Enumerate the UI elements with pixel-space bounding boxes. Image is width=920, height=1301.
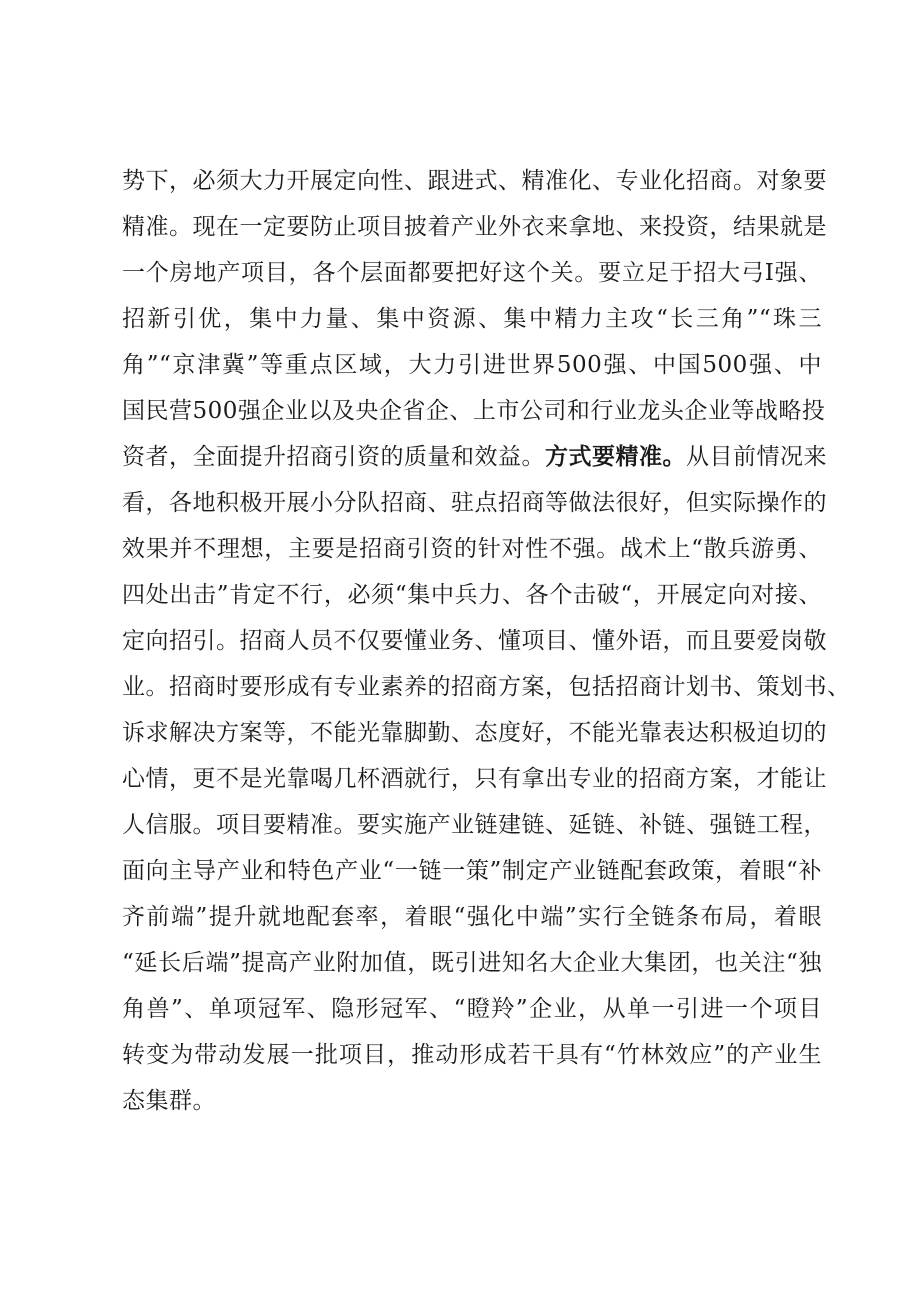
text-line: 心情，更不是光靠喝几杯酒就行，只有拿出专业的招商方案，才能让 (122, 766, 827, 792)
text-line: 转变为带动发展一批项目，推动形成若干具有“竹林效应”的产业生 (122, 1042, 822, 1068)
text-line: 诉求解决方案等，不能光靠脚勤、态度好，不能光靠表达积极迫切的 (122, 720, 827, 746)
text-line: 看，各地积极开展小分队招商、驻点招商等做法很好，但实际操作的 (122, 490, 827, 516)
text-line: 招新引优，集中力量、集中资源、集中精力主攻“长三角”“珠三 (122, 306, 822, 332)
text-line: 一个房地产项目，各个层面都要把好这个关。要立足于招大弓I强、 (122, 260, 822, 286)
text-segment: 从目前情况来 (686, 444, 827, 470)
text-line: 态集群。 (122, 1088, 216, 1114)
text-line: 角”“京津冀”等重点区域，大力引进世界500强、中国500强、中 (122, 352, 822, 378)
text-line: 角兽”、单项冠军、隐形冠军、“瞪羚”企业，从单一引进一个项目 (122, 996, 822, 1022)
bold-heading: 方式要精准。 (545, 444, 686, 470)
text-line: 业。招商时要形成有专业素养的招商方案，包括招商计划书、策划书、 (122, 674, 851, 700)
text-line: 齐前端”提升就地配套率，着眼“强化中端”实行全链条布局，着眼 (122, 904, 822, 930)
text-line: 国民营500强企业以及央企省企、上市公司和行业龙头企业等战略投 (122, 398, 826, 424)
text-line: 效果并不理想，主要是招商引资的针对性不强。战术上“散兵游勇、 (122, 536, 822, 562)
text-line: 精准。现在一定要防止项目披着产业外衣来拿地、来投资，结果就是 (122, 214, 827, 240)
text-line: 四处出击”肯定不行，必须“集中兵力、各个击破“，开展定向对接、 (122, 582, 822, 608)
body-paragraph (122, 158, 851, 1124)
text-line: 定向招引。招商人员不仅要懂业务、懂项目、懂外语，而且要爱岗敬 (122, 628, 827, 654)
text-segment: 资者，全面提升招商引资的质量和效益。 (122, 444, 545, 470)
text-line: 人信服。项目要精准。要实施产业链建链、延链、补链、强链工程， (122, 812, 827, 838)
text-line: “延长后端”提高产业附加值，既引进知名大企业大集团，也关注“独 (122, 950, 822, 976)
text-line: 面向主导产业和特色产业“一链一策”制定产业链配套政策，着眼“补 (122, 858, 822, 884)
text-line: 势下，必须大力开展定向性、跟进式、精准化、专业化招商。对象要 (122, 168, 827, 194)
text-line (122, 434, 827, 480)
